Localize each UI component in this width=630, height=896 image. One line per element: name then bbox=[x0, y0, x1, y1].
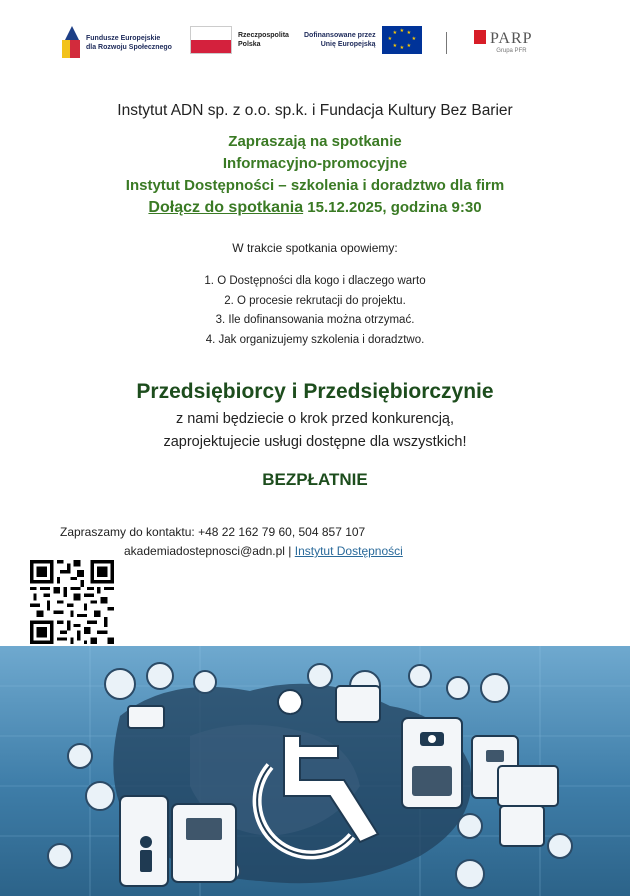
eu-logo-line1: Dofinansowane przez bbox=[304, 32, 376, 39]
eu-logo-line2: Unię Europejską bbox=[320, 41, 376, 48]
meeting-date-time: 15.12.2025, godzina 9:30 bbox=[307, 199, 482, 216]
eu-logo bbox=[304, 26, 422, 54]
sub-line: z nami będziecie o krok przed konkurencją, bbox=[175, 411, 455, 427]
topic-item: 2. O procesie rekrutacji do projektu. bbox=[224, 294, 406, 307]
topics-list bbox=[0, 272, 630, 350]
contact-phone: Zapraszamy do kontaktu: +48 22 162 79 60, 504 857 107 bbox=[60, 525, 366, 539]
accessibility-illustration-icon bbox=[0, 646, 630, 896]
fe-logo-line1: Fundusze Europejskie bbox=[86, 35, 161, 42]
fe-logo-line2: dla Rozwoju Społecznego bbox=[86, 44, 172, 51]
organizers: Instytut ADN sp. z o.o. sp.k. i Fundacja Kultury Bez Barier bbox=[117, 102, 513, 119]
contact-separator: | bbox=[284, 544, 295, 558]
parp-logo bbox=[474, 30, 533, 54]
polish-flag-icon bbox=[190, 26, 232, 54]
topic-item: 4. Jak organizujemy szkolenia i doradztwo. bbox=[205, 333, 425, 346]
logo-bar bbox=[0, 20, 630, 70]
free-label: BEZPŁATNIE bbox=[262, 470, 368, 489]
invite-block bbox=[0, 131, 630, 219]
parp-name: PARP bbox=[490, 30, 533, 47]
parp-mark-icon bbox=[474, 30, 486, 44]
eu-flag-icon: ★ ★ ★ ★ ★ ★ ★ ★ bbox=[382, 26, 422, 54]
contact-email-line bbox=[124, 544, 403, 558]
logo-divider bbox=[446, 32, 447, 54]
invite-line3: Instytut Dostępności – szkolenia i doradztwo dla firm bbox=[125, 177, 505, 194]
fe-logo-mark-icon bbox=[62, 26, 80, 60]
topic-item: 3. Ile dofinansowania można otrzymać. bbox=[215, 314, 415, 326]
accessibility-banner bbox=[0, 646, 630, 896]
instytut-link[interactable]: Instytut Dostępności bbox=[294, 544, 403, 558]
contact-email[interactable]: akademiadostepnosci@adn.pl bbox=[124, 544, 285, 558]
rp-logo-line1: Rzeczpospolita bbox=[238, 32, 289, 39]
rp-logo-line2: Polska bbox=[238, 41, 261, 48]
sub-line: zaprojektujecie usługi dostępne dla wszystkich! bbox=[163, 434, 467, 450]
invite-line1: Zapraszają na spotkanie bbox=[228, 133, 402, 150]
qr-code-icon bbox=[30, 560, 114, 644]
sub-text bbox=[0, 408, 630, 454]
rp-logo bbox=[190, 26, 289, 54]
parp-subtitle: Grupa PFR bbox=[496, 48, 527, 54]
topic-item: 1. O Dostępności dla kogo i dlaczego warto bbox=[204, 275, 426, 287]
join-line bbox=[0, 197, 630, 219]
headline: Przedsiębiorcy i Przedsiębiorczynie bbox=[136, 380, 494, 403]
fe-logo bbox=[62, 26, 172, 60]
join-meeting-link[interactable]: Dołącz do spotkania bbox=[148, 199, 304, 216]
during-intro: W trakcie spotkania opowiemy: bbox=[232, 241, 398, 255]
invite-line2: Informacyjno-promocyjne bbox=[222, 155, 408, 172]
